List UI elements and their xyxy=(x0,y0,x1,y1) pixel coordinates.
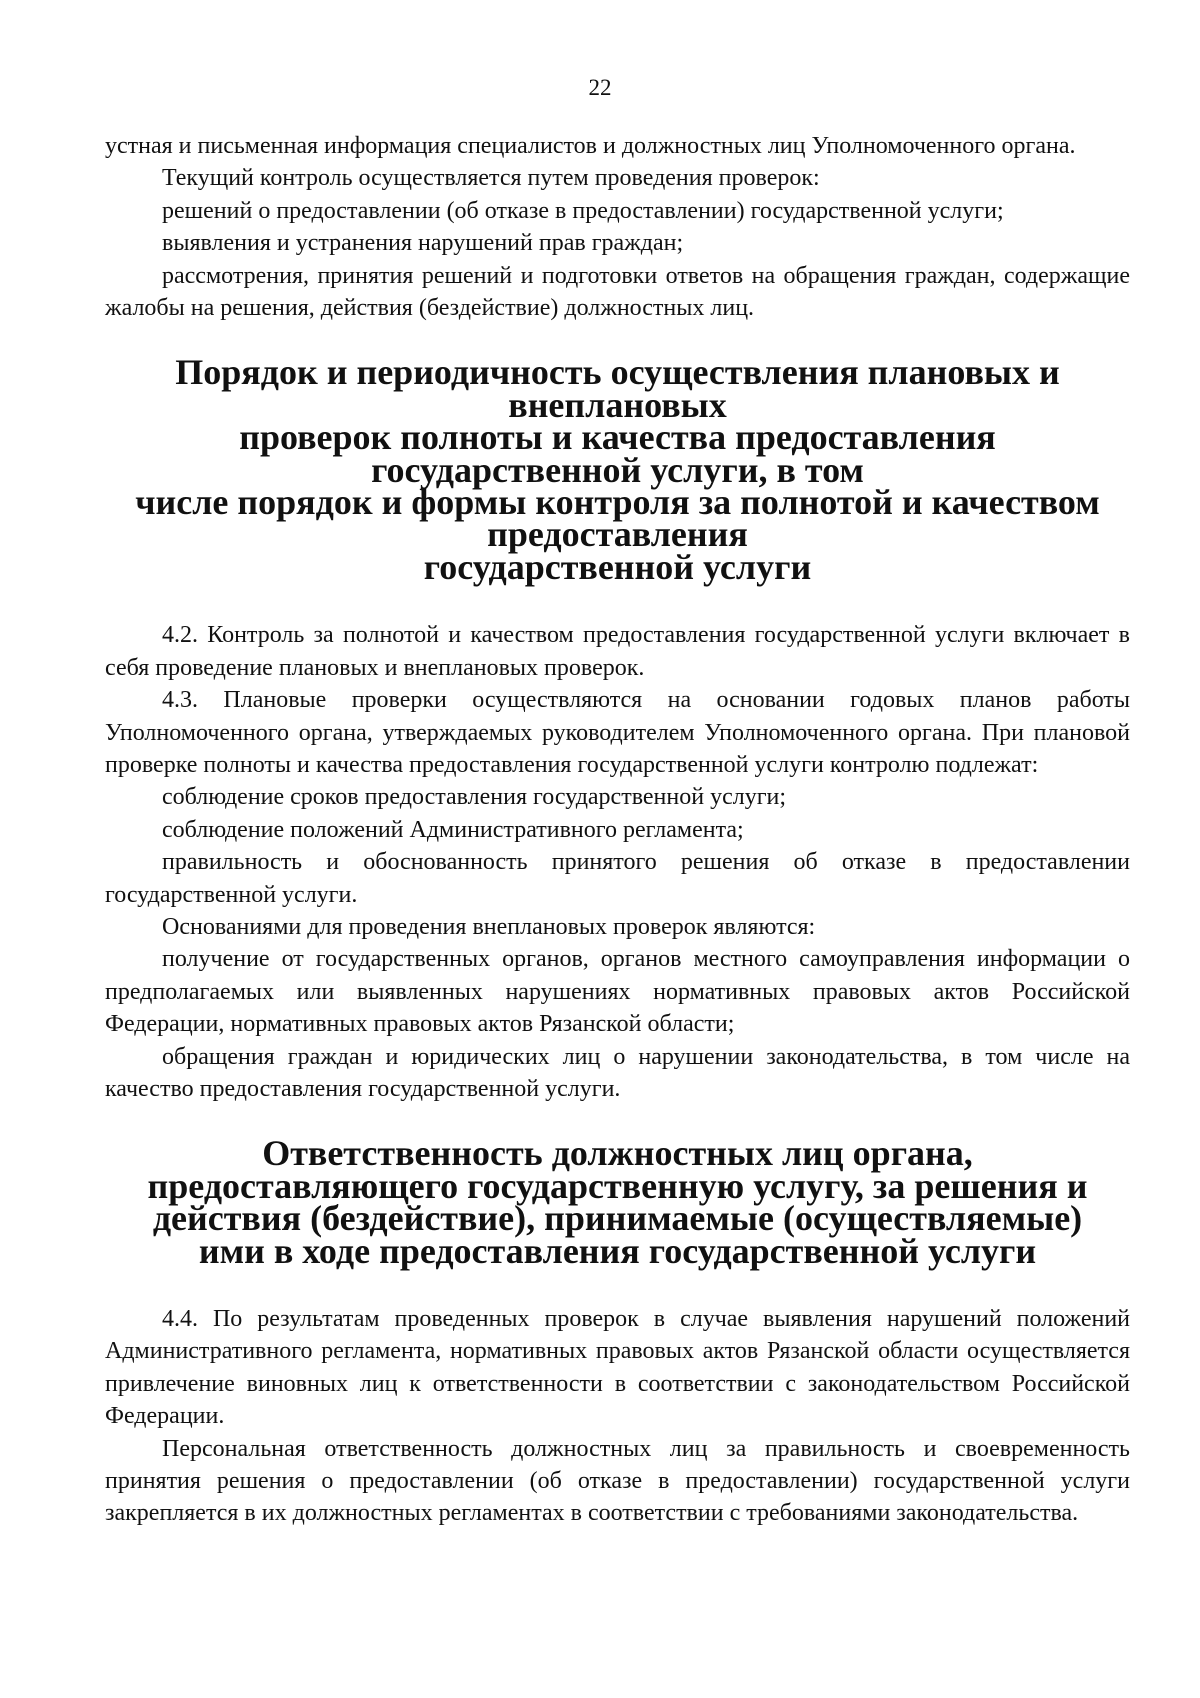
paragraph-info-sources-continued: устная и письменная информация специалистов и должностных лиц Уполномоченного органа. xyxy=(105,133,1076,159)
document-body xyxy=(105,130,1130,1530)
paragraph-personal-responsibility: Персональная ответственность должностных лиц за правильность и своевременность принятия решения о предоставлении (об отказе в предоставлении) государственной услуги закрепляется в их должностных регламентах в соответствии с требованиями законодательства. xyxy=(105,1435,1130,1527)
heading-line: Порядок и периодичность осуществления плановых и внеплановых xyxy=(175,352,1060,425)
paragraph-check-violations: выявления и устранения нарушений прав граждан; xyxy=(162,230,684,257)
heading-line: проверок полноты и качества предоставления государственной услуги, в том xyxy=(239,417,996,490)
heading-line: ими в ходе предоставления государственной услуги xyxy=(198,1230,1037,1271)
paragraph-check-decisions: решений о предоставлении (об отказе в предоставлении) государственной услуги; xyxy=(162,197,1004,224)
paragraph-current-control: Текущий контроль осуществляется путем проведения проверок: xyxy=(162,165,820,192)
paragraph-4-4: 4.4. По результатам проведенных проверок в случае выявления нарушений положений Административного регламента, нормативных правовых актов Рязанской области осуществляется привлечение виновных лиц к ответственности в соответствии с законодательством Российской Федерации. xyxy=(105,1306,1130,1430)
section-heading-responsibility xyxy=(105,1133,1130,1271)
heading-line: государственной услуги xyxy=(423,546,812,587)
paragraph-4-3: 4.3. Плановые проверки осуществляются на основании годовых планов работы Уполномоченного органа, утверждаемых руководителем Уполномоченного органа. При плановой проверке полноты и качества предоставления государственной услуги контролю подлежат: xyxy=(105,687,1130,778)
heading-line: Ответственность должностных лиц органа, xyxy=(262,1133,973,1174)
paragraph-deadlines: соблюдение сроков предоставления государственной услуги; xyxy=(162,784,787,811)
paragraph-grounds-authorities: получение от государственных органов, органов местного самоуправления информации о предполагаемых или выявленных нарушениях нормативных правовых актов Российской Федерации, нормативных правовых актов Рязанской области; xyxy=(105,946,1130,1038)
paragraph-regulation-compliance: соблюдение положений Административного регламента; xyxy=(162,816,744,843)
paragraph-refusal-correctness: правильность и обоснованность принятого решения об отказе в предоставлении государственной услуги. xyxy=(105,849,1130,908)
heading-line: числе порядок и формы контроля за полнотой и качеством предоставления xyxy=(135,482,1100,555)
heading-line: предоставляющего государственную услугу, за решения и xyxy=(147,1165,1088,1206)
heading-line: действия (бездействие), принимаемые (осуществляемые) xyxy=(152,1198,1083,1239)
section-heading-inspections xyxy=(105,352,1130,587)
paragraph-unscheduled-grounds: Основаниями для проведения внеплановых проверок являются: xyxy=(162,913,816,940)
paragraph-grounds-citizens: обращения граждан и юридических лиц о нарушении законодательства, в том числе на качество предоставления государственной услуги. xyxy=(105,1043,1130,1102)
page-number: 22 xyxy=(588,75,612,100)
paragraph-check-complaints: рассмотрения, принятия решений и подготовки ответов на обращения граждан, содержащие жалобы на решения, действия (бездействие) должностных лиц. xyxy=(105,262,1130,322)
paragraph-4-2: 4.2. Контроль за полнотой и качеством предоставления государственной услуги включает в себя проведение плановых и внеплановых проверок. xyxy=(105,622,1130,681)
